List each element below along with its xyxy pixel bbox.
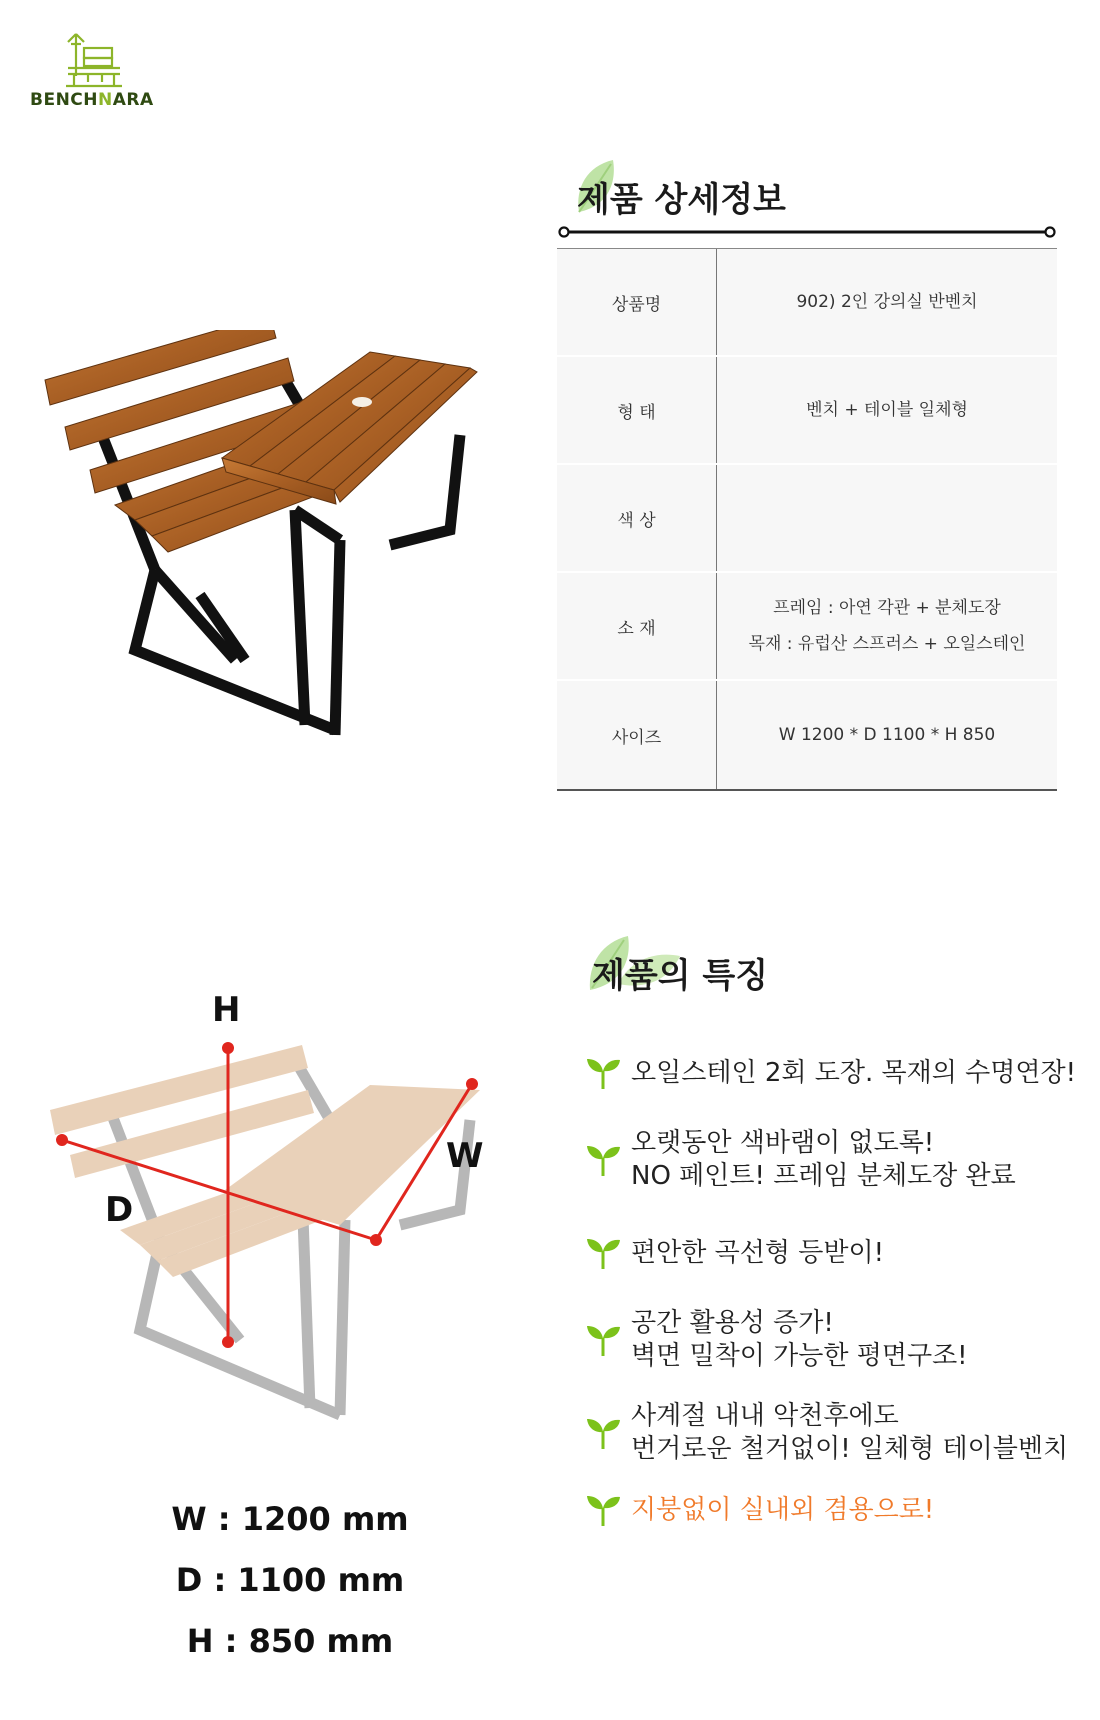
feature-item — [585, 1055, 1076, 1091]
sprout-icon — [585, 1322, 621, 1358]
feature-text: 공간 활용성 증가! 벽면 밀착이 가능한 평면구조! — [631, 1308, 968, 1371]
dimension-width: W : 1200 mm — [171, 1500, 409, 1538]
dimension-height: H : 850 mm — [186, 1622, 394, 1660]
feature-text: 사계절 내내 악천후에도 번거로운 철거없이! 일체형 테이블벤치 — [631, 1401, 1069, 1464]
sprout-icon — [585, 1415, 621, 1451]
dimension-letter-w: W — [446, 1136, 484, 1176]
dimension-diagram — [40, 990, 560, 1500]
feature-text: 지붕없이 실내외 겸용으로! — [631, 1494, 935, 1525]
bench-product-image — [40, 330, 530, 760]
spec-label: 소 재 — [557, 573, 717, 679]
spec-value-line: 프레임 : 아연 각관 + 분체도장 — [773, 598, 1001, 618]
feature-text: 오일스테인 2회 도장. 목재의 수명연장! — [631, 1057, 1077, 1088]
sprout-icon — [585, 1235, 621, 1271]
brand-wordmark: BENCHNARA — [30, 90, 154, 110]
feature-item — [585, 1400, 1068, 1466]
spec-value-line: 902) 2인 강의실 반벤치 — [796, 292, 978, 312]
spec-label: 상품명 — [557, 249, 717, 355]
dimension-letter-d: D — [105, 1190, 134, 1230]
brand-logo[interactable] — [30, 30, 180, 120]
faded-bench-image — [40, 1040, 560, 1500]
spec-value-line: 목재 : 유럽산 스프러스 + 오일스테인 — [748, 634, 1026, 654]
feature-item — [585, 1235, 884, 1271]
spec-row-material — [557, 573, 1057, 681]
spec-value — [717, 249, 1057, 355]
sprout-icon — [585, 1142, 621, 1178]
sprout-icon — [585, 1492, 621, 1528]
dimension-list — [140, 1500, 440, 1683]
feature-text: 편안한 곡선형 등받이! — [631, 1237, 884, 1268]
feature-section-heading — [592, 948, 768, 997]
feature-item — [585, 1127, 1016, 1193]
dimension-depth: D : 1100 mm — [175, 1561, 405, 1599]
feature-text: 오랫동안 색바램이 없도록! NO 페인트! 프레임 분체도장 완료 — [631, 1128, 1016, 1191]
heading-underline — [557, 225, 1057, 239]
detail-section-title: 제품 상세정보 — [577, 180, 786, 220]
feature-item — [585, 1307, 968, 1373]
spec-row-color — [557, 465, 1057, 573]
spec-value-line: W 1200 * D 1100 * H 850 — [778, 725, 996, 745]
spec-row-product-name — [557, 249, 1057, 357]
spec-value — [717, 573, 1057, 679]
spec-row-size — [557, 681, 1057, 789]
detail-section-heading — [577, 172, 786, 221]
spec-value — [717, 357, 1057, 463]
feature-item-highlight — [585, 1492, 934, 1528]
spec-row-type — [557, 357, 1057, 465]
spec-value — [717, 681, 1057, 789]
bench-logo-icon — [62, 30, 124, 88]
spec-label: 색 상 — [557, 465, 717, 571]
spec-value-line: 벤치 + 테이블 일체형 — [806, 400, 968, 420]
spec-label: 사이즈 — [557, 681, 717, 789]
spec-table — [557, 248, 1057, 791]
sprout-icon — [585, 1055, 621, 1091]
feature-section-title: 제품의 특징 — [592, 956, 769, 996]
spec-value — [717, 465, 1057, 571]
dimension-letter-h: H — [212, 990, 241, 1030]
spec-label: 형 태 — [557, 357, 717, 463]
